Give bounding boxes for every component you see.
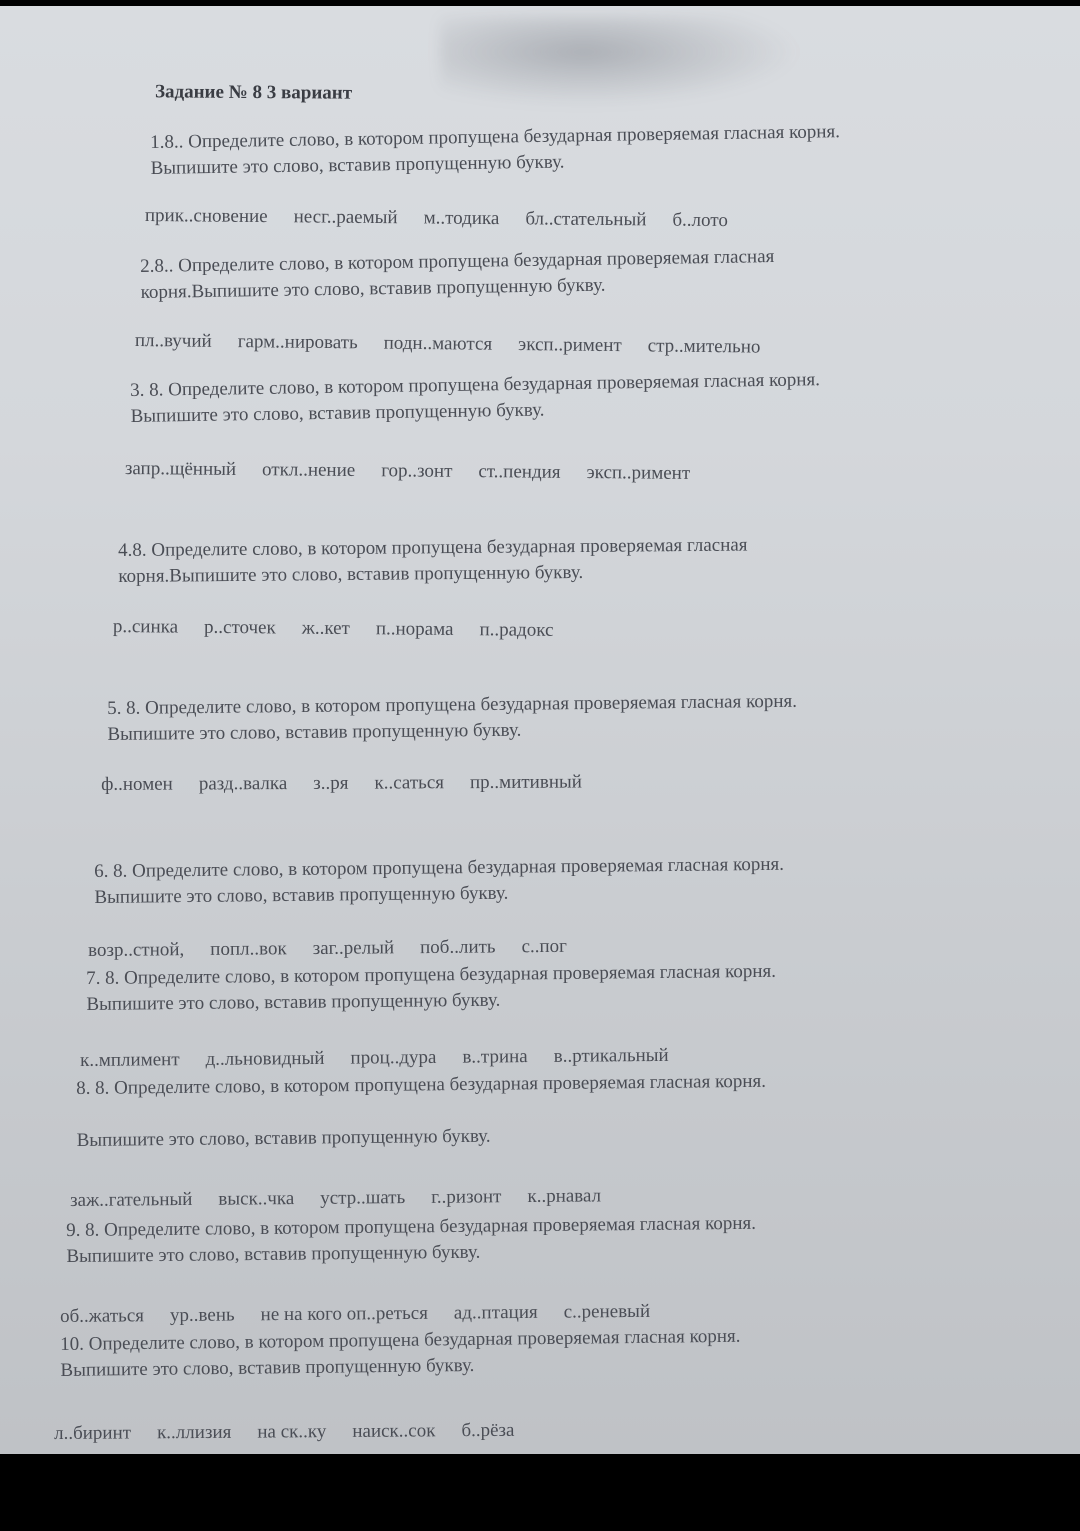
word: эксп..римент (586, 462, 691, 484)
word: л..биринт (54, 1422, 132, 1444)
page-title: Задание № 8 3 вариант (154, 81, 353, 104)
task-10-words (54, 1420, 515, 1445)
word: прик..сновение (144, 205, 268, 228)
word: к..мплимент (80, 1049, 180, 1071)
word: запр..щённый (124, 458, 237, 480)
word: разд..валка (198, 773, 288, 795)
task-3-text: 3. 8. Определите слово, в котором пропущена безударная проверяемая гласная корня. Выпишите это слово, вставив пропущенную букву. (130, 369, 821, 427)
word: в..трина (462, 1046, 528, 1068)
task-8-words (70, 1185, 601, 1212)
word: эксп..римент (518, 334, 622, 357)
word: возр..стной, (88, 939, 185, 961)
word: об..жаться (60, 1305, 145, 1327)
word: выск..чка (218, 1188, 295, 1210)
word: на ск..ку (257, 1421, 327, 1443)
word: д..льновидный (205, 1047, 325, 1070)
word: з..ря (313, 772, 349, 794)
word: п..радокс (479, 619, 554, 641)
word: устр..шать (320, 1187, 406, 1209)
word: попл..вок (210, 938, 287, 960)
word: ж..кет (301, 617, 350, 640)
word: подн..маются (383, 332, 493, 355)
word: г..ризонт (431, 1186, 502, 1208)
word: гор..зонт (381, 460, 453, 482)
word: не на кого оп..реться (260, 1302, 428, 1326)
task-3-words (125, 458, 690, 485)
word: к..саться (374, 772, 445, 794)
word: проц..дура (350, 1046, 437, 1069)
word: бл..стательный (525, 208, 647, 231)
word: пл..вучий (134, 330, 212, 352)
word: заг..релый (312, 937, 395, 960)
word: б..лото (672, 209, 728, 232)
word: к..рнавал (527, 1185, 602, 1208)
word: р..сточек (203, 616, 276, 639)
word: р..синка (112, 616, 179, 638)
task-2-words (135, 330, 761, 359)
word: несг..раемый (293, 206, 398, 229)
word: наиск..сок (352, 1420, 436, 1442)
task-4-words (113, 616, 554, 642)
task-7-words (80, 1045, 669, 1072)
word: б..рёза (461, 1419, 515, 1442)
word: откл..нение (262, 459, 356, 482)
word: стр..мительно (647, 335, 761, 358)
worksheet-page (0, 6, 1080, 1454)
word: ф..номен (101, 773, 173, 795)
task-1-words (145, 205, 728, 232)
word: в..ртикальный (553, 1044, 669, 1067)
task-5-text: 5. 8. Определите слово, в котором пропущена безударная проверяемая гласная корня. Выпишите это слово, вставив пропущенную букву. (107, 690, 798, 745)
word: м..тодика (423, 207, 500, 230)
word: заж..гательный (70, 1188, 193, 1211)
task-10-text: 10. Определите слово, в котором пропущена безударная проверяемая гласная корня. Выпишите это слово, вставив пропущенную букву. (60, 1325, 741, 1381)
task-2-text: 2.8.. Определите слово, в котором пропущена безударная проверяемая гласная корня.Выпишите это слово, вставив пропущенную букву. (140, 246, 775, 303)
blurred-area (440, 16, 800, 106)
task-6-text: 6. 8. Определите слово, в котором пропущена безударная проверяемая гласная корня. Выпишите это слово, вставив пропущенную букву. (94, 853, 785, 908)
task-4-text: 4.8. Определите слово, в котором пропущена безударная проверяемая гласная корня.Выпишите это слово, вставив пропущенную букву. (118, 534, 748, 587)
task-5-words (101, 771, 582, 796)
word: с..пог (521, 935, 568, 958)
task-6-words (88, 936, 567, 962)
word: с..реневый (563, 1300, 651, 1323)
word: гарм..нировать (237, 331, 358, 354)
task-7-text: 7. 8. Определите слово, в котором пропущена безударная проверяемая гласная корня. Выпишите это слово, вставив пропущенную букву. (86, 960, 777, 1015)
word: поб..лить (419, 936, 496, 959)
word: к..ллизия (156, 1421, 232, 1444)
word: п..норама (375, 618, 454, 640)
word: пр..митивный (469, 771, 582, 794)
word: ад..птация (453, 1301, 538, 1324)
task-9-words (60, 1301, 650, 1328)
task-8-text: 8. 8. Определите слово, в котором пропущена безударная проверяемая гласная корня. Выпишите это слово, вставив пропущенную букву. (76, 1070, 767, 1151)
word: ст..пендия (478, 461, 561, 483)
task-1-text: 1.8.. Определите слово, в котором пропущена безударная проверяемая гласная корня. Выпишите это слово, вставив пропущенную букву. (150, 121, 841, 179)
word: ур..вень (169, 1304, 235, 1327)
task-9-text: 9. 8. Определите слово, в котором пропущена безударная проверяемая гласная корня. Выпишите это слово, вставив пропущенную букву. (66, 1212, 757, 1267)
